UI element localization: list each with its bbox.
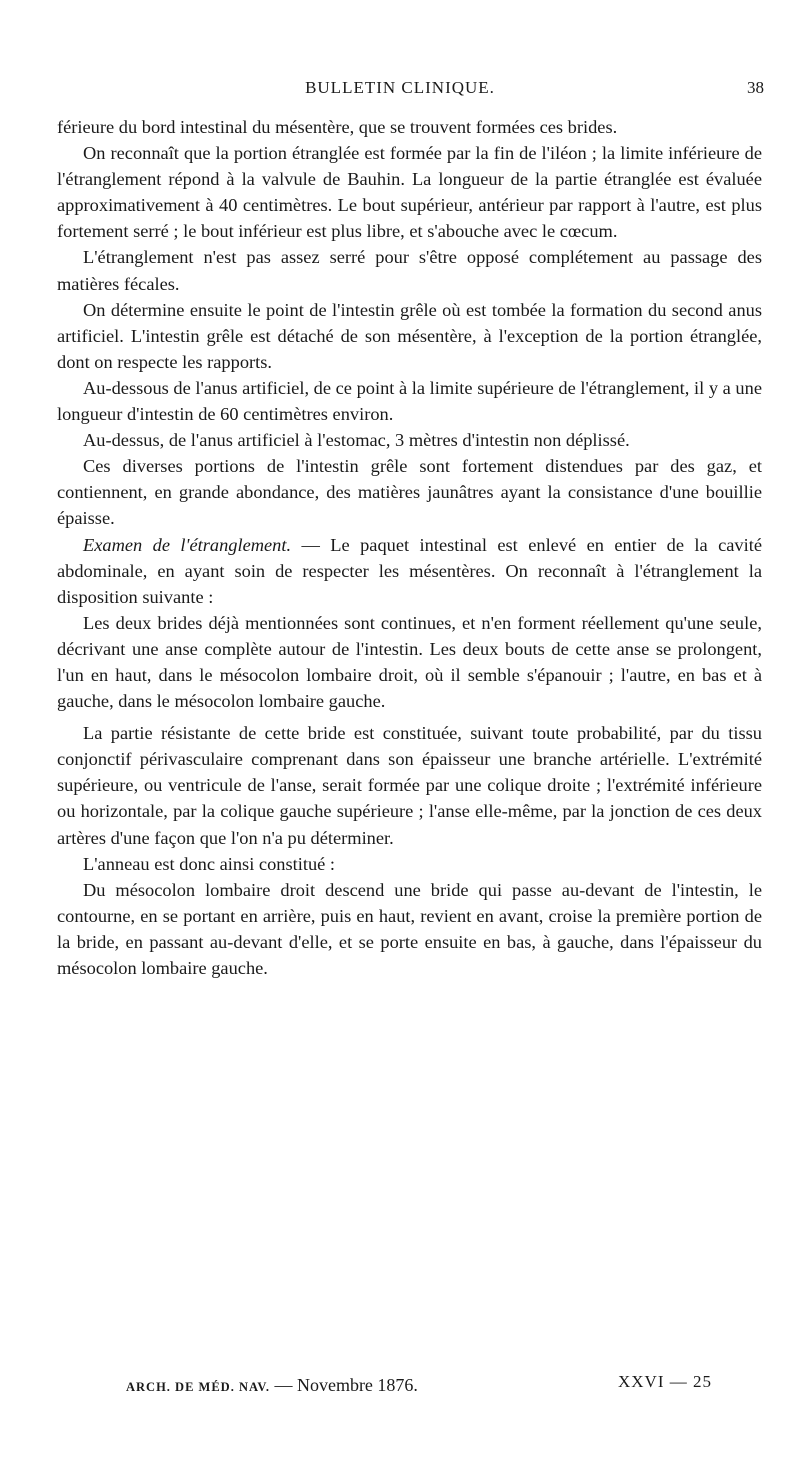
body-text bbox=[57, 114, 762, 981]
paragraph-8-text: — Le paquet intestinal est enlevé en entier de la cavité abdominale, en ayant soin de respecter les mésentères. On reconnaît à l'étranglement la disposition suivante : bbox=[57, 534, 762, 607]
footer-journal bbox=[126, 1375, 418, 1396]
running-title: BULLETIN CLINIQUE. bbox=[305, 78, 495, 97]
section-heading: Examen de l'étranglement. bbox=[83, 534, 292, 555]
paragraph-9: Les deux brides déjà mentionnées sont continues, et n'en forment réellement qu'une seule, décrivant une anse complète autour de l'intestin. Les deux bouts de cette anse se prolongent, l'un en haut, dans le mésocolon lombaire droit, où il semble s'épanouir ; l'autre, en bas et à gauche, dans le mésocolon lombaire gauche. bbox=[57, 612, 762, 712]
paragraph-3: L'étranglement n'est pas assez serré pour s'être opposé complétement au passage des matières fécales. bbox=[57, 247, 762, 294]
paragraph-6: Au-dessus, de l'anus artificiel à l'estomac, 3 mètres d'intestin non déplissé. bbox=[83, 430, 630, 451]
paragraph-7: Ces diverses portions de l'intestin grêle sont fortement distendues par des gaz, et contiennent, en grande abondance, des matières jaunâtres ayant la consistance d'une bouillie épaisse. bbox=[57, 456, 762, 529]
journal-name: ARCH. DE MÉD. NAV. bbox=[126, 1380, 270, 1394]
paragraph-12: Du mésocolon lombaire droit descend une bride qui passe au-devant de l'intestin, le contourne, en se portant en arrière, puis en haut, revient en avant, croise la première portion de la bride, en passant au-devant d'elle, et se porte ensuite en bas, à gauche, dans l'épaisseur du mésocolon lombaire gauche. bbox=[57, 879, 762, 978]
paragraph-2: On reconnaît que la portion étranglée est formée par la fin de l'iléon ; la limite inférieure de l'étranglement répond à la valvule de Bauhin. La longueur de la partie étranglée est évaluée approximativement à 40 centimètres. Le bout supérieur, antérieur par rapport à l'autre, est plus fortement serré ; le bout inférieur est plus libre, et s'abouche avec le cœcum. bbox=[57, 143, 762, 242]
paragraph-1: férieure du bord intestinal du mésentère, que se trouvent formées ces brides. bbox=[57, 117, 618, 137]
issue-date: — Novembre 1876. bbox=[274, 1375, 418, 1395]
paragraph-4: On détermine ensuite le point de l'intestin grêle où est tombée la formation du second anus artificiel. L'intestin grêle est détaché de son mésentère, à l'exception de la portion étranglée, dont on respecte les rapports. bbox=[57, 299, 762, 372]
signature-mark: XXVI — 25 bbox=[618, 1372, 712, 1391]
paragraph-8 bbox=[57, 532, 762, 610]
paragraph-5: Au-dessous de l'anus artificiel, de ce point à la limite supérieure de l'étranglement, il y a une longueur d'intestin de 60 centimètres environ. bbox=[57, 377, 762, 425]
paragraph-11: L'anneau est donc ainsi constitué : bbox=[83, 853, 336, 874]
page-number: 38 bbox=[747, 78, 764, 97]
paragraph-10: La partie résistante de cette bride est constituée, suivant toute probabilité, par du tissu conjonctif périvasculaire comprenant dans son épaisseur une branche artérielle. L'extrémité supérieure, ou ventricule de l'anse, serait formée par une colique droite ; l'extrémité inférieure ou horizontale, par la colique gauche supérieure ; l'anse elle-même, par la jonction de ces deux artères d'une façon que l'on n'a pu déterminer. bbox=[57, 723, 762, 848]
